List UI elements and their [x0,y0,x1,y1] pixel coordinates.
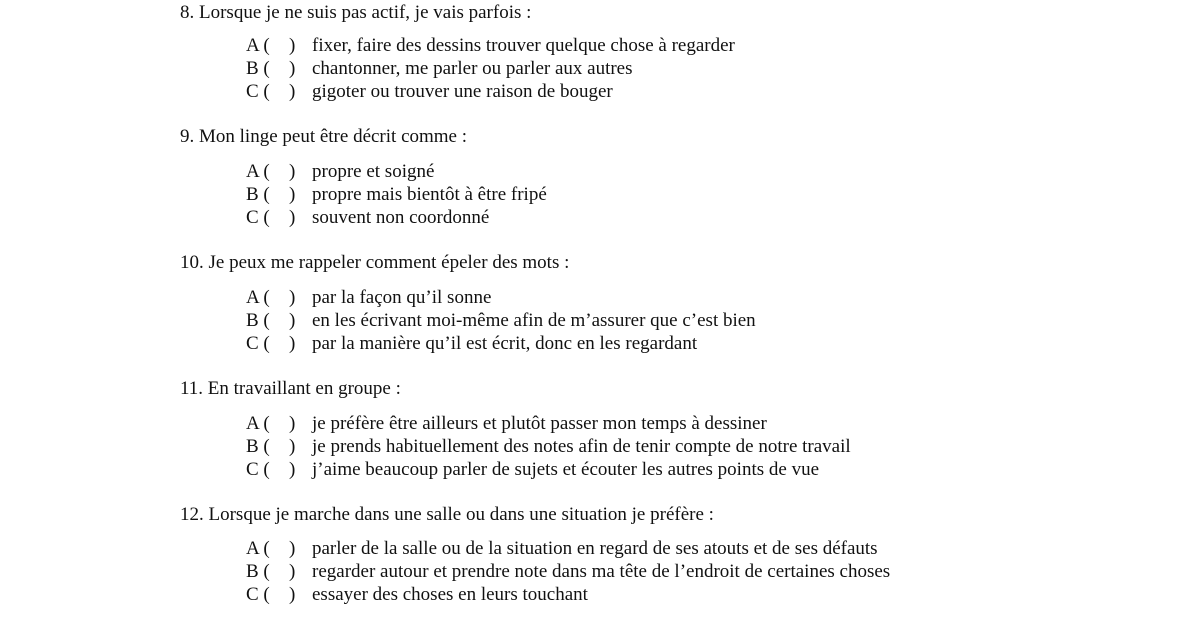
option-b [0,58,1200,82]
option-paren-close: ) [289,161,296,182]
answer-checkbox[interactable] [264,459,288,481]
question-text: 8. Lorsque je ne suis pas actif, je vais parfois : [180,2,532,23]
option-text: en les écrivant moi-même afin de m’assurer que c’est bien [312,310,756,331]
question-text: 9. Mon linge peut être décrit comme : [180,126,468,147]
option-paren-close: ) [289,310,296,331]
option-paren-close: ) [289,584,296,605]
answer-checkbox[interactable] [264,35,288,57]
option-text: gigoter ou trouver une raison de bouger [312,81,613,102]
option-a [0,35,1200,59]
option-paren-close: ) [289,459,296,480]
option-text: fixer, faire des dessins trouver quelque chose à regarder [312,35,735,56]
option-paren-close: ) [289,561,296,582]
option-text: essayer des choses en leurs touchant [312,584,588,605]
option-text: chantonner, me parler ou parler aux autres [312,58,633,79]
option-a [0,413,1200,437]
question-text: 10. Je peux me rappeler comment épeler des mots : [180,252,570,273]
option-letter: C ( [246,584,270,605]
option-letter: C ( [246,459,270,480]
option-b [0,184,1200,208]
answer-checkbox[interactable] [264,58,288,80]
option-paren-close: ) [289,287,296,308]
option-text: je prends habituellement des notes afin de tenir compte de notre travail [312,436,851,457]
option-text: j’aime beaucoup parler de sujets et écouter les autres points de vue [312,459,819,480]
option-letter: A ( [246,35,270,56]
option-letter: C ( [246,333,270,354]
option-paren-close: ) [289,35,296,56]
option-paren-close: ) [289,333,296,354]
option-letter: A ( [246,287,270,308]
option-a [0,538,1200,562]
option-letter: A ( [246,538,270,559]
option-letter: B ( [246,310,270,331]
answer-checkbox[interactable] [264,287,288,309]
option-letter: C ( [246,207,270,228]
answer-checkbox[interactable] [264,184,288,206]
option-paren-close: ) [289,538,296,559]
answer-checkbox[interactable] [264,161,288,183]
answer-checkbox[interactable] [264,333,288,355]
option-c [0,81,1200,105]
option-paren-close: ) [289,81,296,102]
option-paren-close: ) [289,207,296,228]
option-c [0,584,1200,608]
answer-checkbox[interactable] [264,413,288,435]
option-b [0,436,1200,460]
option-c [0,333,1200,357]
option-text: propre et soigné [312,161,435,182]
option-text: par la manière qu’il est écrit, donc en les regardant [312,333,698,354]
option-c [0,459,1200,483]
question-text: 12. Lorsque je marche dans une salle ou dans une situation je préfère : [180,504,714,525]
option-paren-close: ) [289,184,296,205]
answer-checkbox[interactable] [264,310,288,332]
answer-checkbox[interactable] [264,436,288,458]
answer-checkbox[interactable] [264,81,288,103]
option-text: propre mais bientôt à être fripé [312,184,547,205]
option-letter: A ( [246,413,270,434]
option-paren-close: ) [289,413,296,434]
option-text: parler de la salle ou de la situation en regard de ses atouts et de ses défauts [312,538,878,559]
option-a [0,161,1200,185]
option-text: regarder autour et prendre note dans ma tête de l’endroit de certaines choses [312,561,891,582]
option-letter: C ( [246,81,270,102]
option-b [0,310,1200,334]
option-letter: B ( [246,184,270,205]
option-c [0,207,1200,231]
option-letter: B ( [246,58,270,79]
option-text: je préfère être ailleurs et plutôt passer mon temps à dessiner [312,413,767,434]
option-letter: B ( [246,561,270,582]
option-paren-close: ) [289,436,296,457]
option-a [0,287,1200,311]
option-paren-close: ) [289,58,296,79]
question-text: 11. En travaillant en groupe : [180,378,401,399]
option-text: par la façon qu’il sonne [312,287,492,308]
option-letter: A ( [246,161,270,182]
answer-checkbox[interactable] [264,538,288,560]
option-text: souvent non coordonné [312,207,490,228]
answer-checkbox[interactable] [264,207,288,229]
option-b [0,561,1200,585]
answer-checkbox[interactable] [264,584,288,606]
option-letter: B ( [246,436,270,457]
answer-checkbox[interactable] [264,561,288,583]
